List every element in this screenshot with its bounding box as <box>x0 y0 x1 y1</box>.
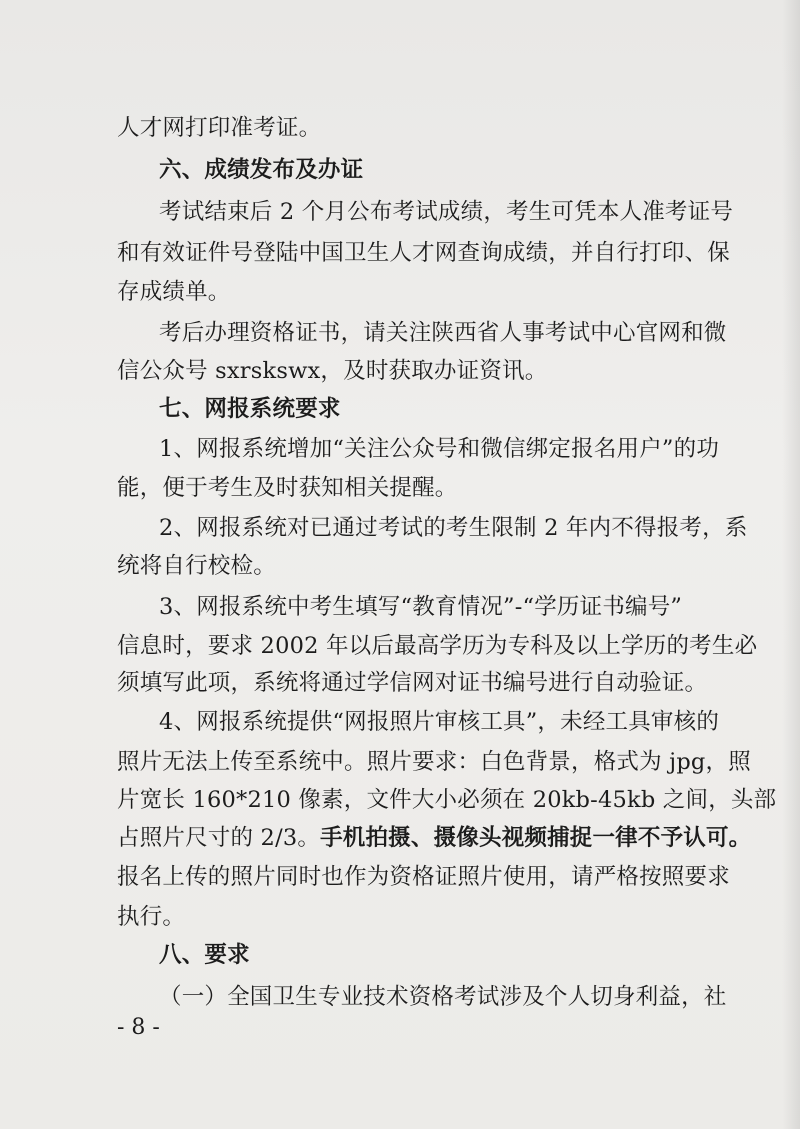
section-heading: 六、成绩发布及办证 <box>159 157 364 183</box>
text-line: 考试结束后 2 个月公布考试成绩，考生可凭本人准考证号 <box>159 199 734 225</box>
page-edge-shadow <box>782 0 800 1129</box>
section-heading: 七、网报系统要求 <box>159 396 341 422</box>
text-line: 须填写此项，系统将通过学信网对证书编号进行自动验证。 <box>117 670 708 696</box>
text-line: 信息时，要求 2002 年以后最高学历为专科及以上学历的考生必 <box>117 633 758 659</box>
text-line: 存成绩单。 <box>117 279 231 305</box>
text-line: （一）全国卫生专业技术资格考试涉及个人切身利益，社 <box>159 984 727 1010</box>
text-line: 人才网打印准考证。 <box>117 115 322 141</box>
bold-notice: 手机拍摄、摄像头视频捕捉一律不予认可。 <box>320 825 752 851</box>
text-line: 3、网报系统中考生填写“教育情况”-“学历证书编号” <box>159 594 683 620</box>
text-line: 4、网报系统提供“网报照片审核工具”，未经工具审核的 <box>159 709 720 735</box>
text-line: 考后办理资格证书，请关注陕西省人事考试中心官网和微 <box>159 320 727 346</box>
section-heading: 八、要求 <box>159 942 250 968</box>
text-line: 照片无法上传至系统中。照片要求：白色背景，格式为 jpg，照 <box>117 749 751 775</box>
text-line: 片宽长 160*210 像素，文件大小必须在 20kb-45kb 之间，头部 <box>117 787 777 813</box>
text-line: 统将自行校检。 <box>117 553 276 579</box>
text-line: 信公众号 sxrskswx，及时获取办证资讯。 <box>117 358 548 384</box>
text-line: 和有效证件号登陆中国卫生人才网查询成绩，并自行打印、保 <box>117 240 730 266</box>
text-line: 报名上传的照片同时也作为资格证照片使用，请严格按照要求 <box>117 864 730 890</box>
text-line: 1、网报系统增加“关注公众号和微信绑定报名用户”的功 <box>159 436 720 462</box>
text-line: 2、网报系统对已通过考试的考生限制 2 年内不得报考，系 <box>159 515 748 541</box>
text-line: 能，便于考生及时获知相关提醒。 <box>117 475 458 501</box>
text-line: 执行。 <box>117 904 186 930</box>
text-line <box>117 823 751 853</box>
page-number: - 8 - <box>117 1015 160 1040</box>
text-segment: 占照片尺寸的 2/3。 <box>117 825 321 851</box>
